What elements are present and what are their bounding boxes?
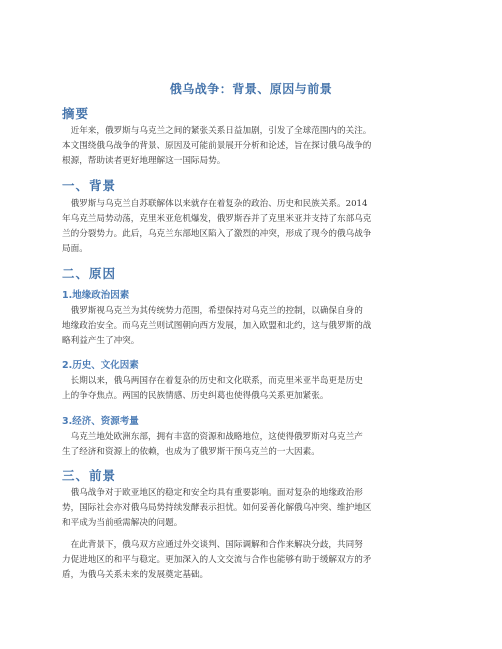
cause3-heading: 3.经济、资源考量 xyxy=(62,416,139,427)
cause1-heading: 1.地缘政治因素 xyxy=(62,290,130,301)
abstract-line: 近年来，俄罗斯与乌克兰之间的紧张关系日益加剧，引发了全球范围内的关注。 xyxy=(62,126,372,136)
outlook-line: 和平成为当前亟需解决的问题。 xyxy=(62,518,183,528)
background-paragraph xyxy=(62,197,444,257)
background-line: 兰的分裂势力。此后，乌克兰东部地区陷入了激烈的冲突，形成了现今的俄乌战争 xyxy=(62,229,372,239)
document-title: 俄乌战争：背景、原因与前景 xyxy=(169,82,333,96)
outlook-line: 在此背景下，俄乌双方应通过外交谈判、国际调解和合作来解决分歧，共同努 xyxy=(62,540,363,550)
outlook-line: 力促进地区的和平与稳定。更加深入的人文交流与合作也能够有助于缓解双方的矛 xyxy=(62,555,372,565)
abstract-line: 本文围绕俄乌战争的背景、原因及可能前景展开分析和论述，旨在探讨俄乌战争的 xyxy=(62,141,372,151)
cause1-line: 地缘政治安全。而乌克兰则试图朝向西方发展，加入欧盟和北约，这与俄罗斯的战 xyxy=(62,321,372,331)
background-line: 年乌克兰局势动荡，克里米亚危机爆发，俄罗斯吞并了克里米亚并支持了东部乌克 xyxy=(62,214,372,224)
cause2-line: 上的争夺焦点。两国的民族情感、历史纠葛也使得俄乌关系更加紧张。 xyxy=(62,391,329,401)
background-line: 俄罗斯与乌克兰自苏联解体以来就存在着复杂的政治、历史和民族关系。2014 xyxy=(62,199,368,209)
background-heading: 一、背景 xyxy=(62,178,117,193)
cause2-paragraph xyxy=(62,374,444,404)
background-line: 局面。 xyxy=(62,244,88,254)
cause2-heading: 2.历史、文化因素 xyxy=(62,360,139,371)
outlook-line: 俄乌战争对于欧亚地区的稳定和安全均具有重要影响。面对复杂的地缘政治形 xyxy=(62,488,363,498)
cause3-line: 生了经济和资源上的依赖，也成为了俄罗斯干预乌克兰的一大因素。 xyxy=(62,447,320,457)
outlook-paragraph-1 xyxy=(62,486,444,531)
outlook-line: 势，国际社会亦对俄乌局势持续发酵表示担忧。如何妥善化解俄乌冲突、维护地区 xyxy=(62,503,372,513)
cause2-line: 长期以来，俄乌两国存在着复杂的历史和文化联系，而克里米亚半岛更是历史 xyxy=(62,376,363,386)
cause3-line: 乌克兰地处欧洲东部，拥有丰富的资源和战略地位，这使得俄罗斯对乌克兰产 xyxy=(62,432,363,442)
causes-heading: 二、原因 xyxy=(62,266,117,281)
outlook-heading: 三、前景 xyxy=(62,468,117,483)
outlook-line: 盾，为俄乌关系未来的发展奠定基础。 xyxy=(62,570,209,580)
abstract-line: 根源，帮助读者更好地理解这一国际局势。 xyxy=(62,156,226,166)
outlook-paragraph-2 xyxy=(62,538,444,583)
cause1-line: 略利益产生了冲突。 xyxy=(62,336,140,346)
cause1-line: 俄罗斯视乌克兰为其传统势力范围，希望保持对乌克兰的控制，以确保自身的 xyxy=(62,306,363,316)
cause1-paragraph xyxy=(62,304,444,349)
abstract-heading: 摘要 xyxy=(62,106,90,121)
cause3-paragraph xyxy=(62,430,444,460)
abstract-paragraph xyxy=(62,124,444,169)
